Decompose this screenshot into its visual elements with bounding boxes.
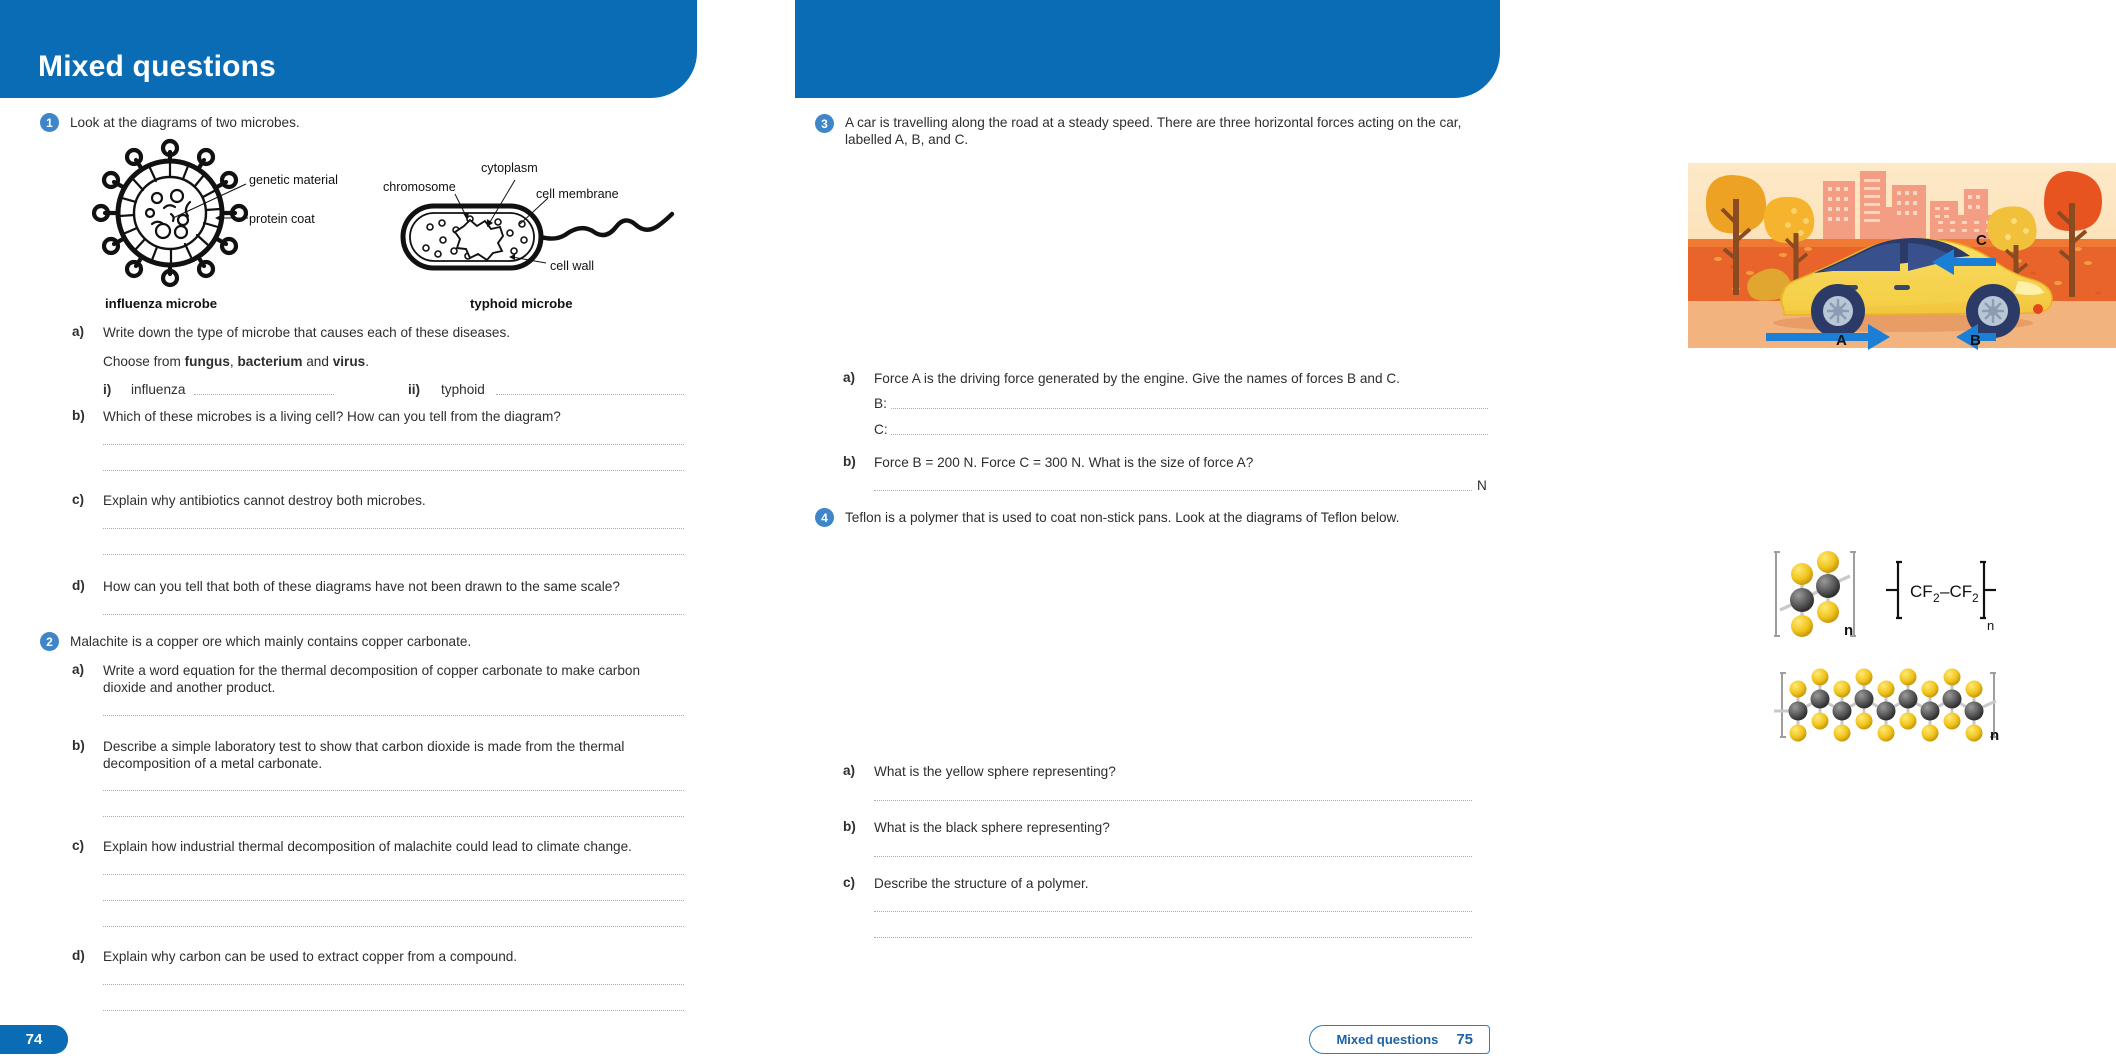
q1-part-c-letter: c) (72, 492, 85, 507)
q1-part-a-choose-line (103, 353, 369, 370)
q1-part-c-text: Explain why antibiotics cannot destroy both microbes. (103, 493, 426, 508)
svg-text:CF: CF (1910, 582, 1933, 601)
q2d-answer-line-2[interactable] (103, 1010, 684, 1011)
q2-part-b-text: Describe a simple laboratory test to show that carbon dioxide is made from the thermal decomposition of a metal carbonate. (103, 739, 625, 771)
q1a-answer-line-i[interactable] (194, 394, 334, 395)
q1-part-d-letter: d) (72, 578, 85, 593)
question-2-badge: 2 (40, 632, 59, 651)
car-forces-illustration (1688, 163, 2116, 348)
left-page-header-banner (0, 0, 697, 98)
right-page-title: Mixed questions (1570, 50, 1809, 83)
q1-part-b-text: Which of these microbes is a living cell? How can you tell from the diagram? (103, 409, 561, 424)
q4c-answer-line-2[interactable] (874, 937, 1472, 938)
right-page-number: 75 (1456, 1031, 1473, 1048)
typhoid-caption: typhoid microbe (470, 296, 573, 311)
q2-part-d-letter: d) (72, 948, 85, 963)
q1c-answer-line-1[interactable] (103, 528, 684, 529)
q2-part-c-text: Explain how industrial thermal decomposition of malachite could lead to climate change. (103, 839, 632, 854)
label-cell-wall: cell wall (550, 259, 595, 273)
svg-text:n: n (1987, 618, 1995, 633)
q4-part-b-letter: b) (843, 819, 856, 834)
q2-part-a-letter: a) (72, 662, 85, 677)
q3-part-a-letter: a) (843, 370, 856, 385)
q1a-subpart-i-label: influenza (131, 382, 186, 397)
question-3-stem: A car is travelling along the road at a steady speed. There are three horizontal forces acting on the car, labelled A, B, and C. (845, 115, 1462, 147)
right-page-header-banner (795, 0, 1809, 98)
q1-part-b-letter: b) (72, 408, 85, 423)
svg-text:2: 2 (1933, 591, 1940, 605)
footer-section-label: Mixed questions (1336, 1032, 1439, 1047)
influenza-leader-lines (170, 170, 260, 230)
q4-part-a-text: What is the yellow sphere representing? (874, 764, 1116, 779)
q4a-answer-line-1[interactable] (874, 800, 1472, 801)
question-4-stem: Teflon is a polymer that is used to coat non-stick pans. Look at the diagrams of Teflon below. (845, 510, 1400, 525)
q3b-unit-newtons: N (1477, 478, 1487, 493)
q2c-answer-line-2[interactable] (103, 900, 684, 901)
q2b-answer-line-1[interactable] (103, 790, 684, 791)
q1c-answer-line-2[interactable] (103, 554, 684, 555)
q3-part-a-text: Force A is the driving force generated by the engine. Give the names of forces B and C. (874, 371, 1400, 386)
q2-part-a-text: Write a word equation for the thermal decomposition of copper carbonate to make carbon dioxide and another product. (103, 663, 640, 695)
q2-part-d-text: Explain why carbon can be used to extract copper from a compound. (103, 949, 518, 964)
label-genetic-material: genetic material (249, 173, 338, 187)
label-chromosome: chromosome (383, 180, 456, 194)
q3a-prompt-b: B: (874, 396, 887, 411)
q3a-prompt-c: C: (874, 422, 888, 437)
label-cell-membrane: cell membrane (536, 187, 619, 201)
monomer-subscript-n: n (1844, 622, 1854, 639)
q3-part-b-letter: b) (843, 454, 856, 469)
q4c-answer-line-1[interactable] (874, 911, 1472, 912)
svg-text:B: B (1970, 332, 1981, 349)
right-page (750, 0, 2000, 1064)
choice-bacterium: bacterium (237, 354, 303, 369)
q2c-answer-line-3[interactable] (103, 926, 684, 927)
q1-part-a-text: Write down the type of microbe that causes each of these diseases. (103, 325, 511, 340)
teflon-polymer-chain-diagram (1772, 665, 2004, 745)
q2d-answer-line-1[interactable] (103, 984, 684, 985)
q1b-answer-line-2[interactable] (103, 470, 684, 471)
question-1-stem: Look at the diagrams of two microbes. (70, 115, 300, 130)
q1a-subpart-ii-roman: ii) (408, 382, 421, 397)
q2a-answer-line-1[interactable] (103, 715, 684, 716)
q4b-answer-line-1[interactable] (874, 856, 1472, 857)
svg-text:A: A (1836, 332, 1847, 349)
question-3-badge: 3 (815, 114, 834, 133)
influenza-caption: influenza microbe (105, 296, 218, 311)
q4-part-a-letter: a) (843, 763, 856, 778)
typhoid-leader-lines (380, 172, 600, 282)
choose-sep-1: , (229, 354, 238, 369)
question-4-badge: 4 (815, 508, 834, 527)
q4-part-b-text: What is the black sphere representing? (874, 820, 1110, 835)
left-page-title: Mixed questions (38, 50, 277, 83)
q1a-answer-line-ii[interactable] (496, 394, 684, 395)
q1a-subpart-ii-label: typhoid (441, 382, 485, 397)
svg-text:–CF: –CF (1940, 582, 1973, 601)
q3a-answer-line-b[interactable] (891, 408, 1488, 409)
q2-part-c-letter: c) (72, 838, 85, 853)
left-page-number: 74 (0, 1025, 68, 1054)
chain-subscript-n: n (1990, 727, 2000, 744)
choice-virus: virus (332, 354, 366, 369)
choose-sep-2: and (302, 354, 333, 369)
label-protein-coat: protein coat (249, 212, 315, 226)
q1-part-a-letter: a) (72, 324, 85, 339)
q3a-answer-line-c[interactable] (891, 434, 1488, 435)
q3-part-b-text: Force B = 200 N. Force C = 300 N. What is the size of force A? (874, 455, 1254, 470)
choose-suffix: . (365, 354, 369, 369)
q1b-answer-line-1[interactable] (103, 444, 684, 445)
question-2-stem: Malachite is a copper ore which mainly contains copper carbonate. (70, 634, 472, 649)
svg-text:2: 2 (1972, 591, 1979, 605)
choose-prefix: Choose from (103, 354, 185, 369)
q2b-answer-line-2[interactable] (103, 816, 684, 817)
right-page-footer (1309, 1025, 1490, 1054)
question-1-badge: 1 (40, 113, 59, 132)
svg-text:C: C (1976, 232, 1987, 249)
q1a-subpart-i-roman: i) (103, 382, 112, 397)
q1-part-d-text: How can you tell that both of these diagrams have not been drawn to the same scale? (103, 579, 620, 594)
q2-part-b-letter: b) (72, 738, 85, 753)
q2c-answer-line-1[interactable] (103, 874, 684, 875)
label-cytoplasm: cytoplasm (481, 161, 538, 175)
q4-part-c-letter: c) (843, 875, 856, 890)
teflon-monomer-diagram (1758, 540, 2033, 650)
q3b-answer-line-1[interactable] (874, 490, 1472, 491)
q4-part-c-text: Describe the structure of a polymer. (874, 876, 1089, 891)
q1d-answer-line-1[interactable] (103, 614, 684, 615)
left-page (0, 0, 750, 1064)
choice-fungus: fungus (184, 354, 230, 369)
